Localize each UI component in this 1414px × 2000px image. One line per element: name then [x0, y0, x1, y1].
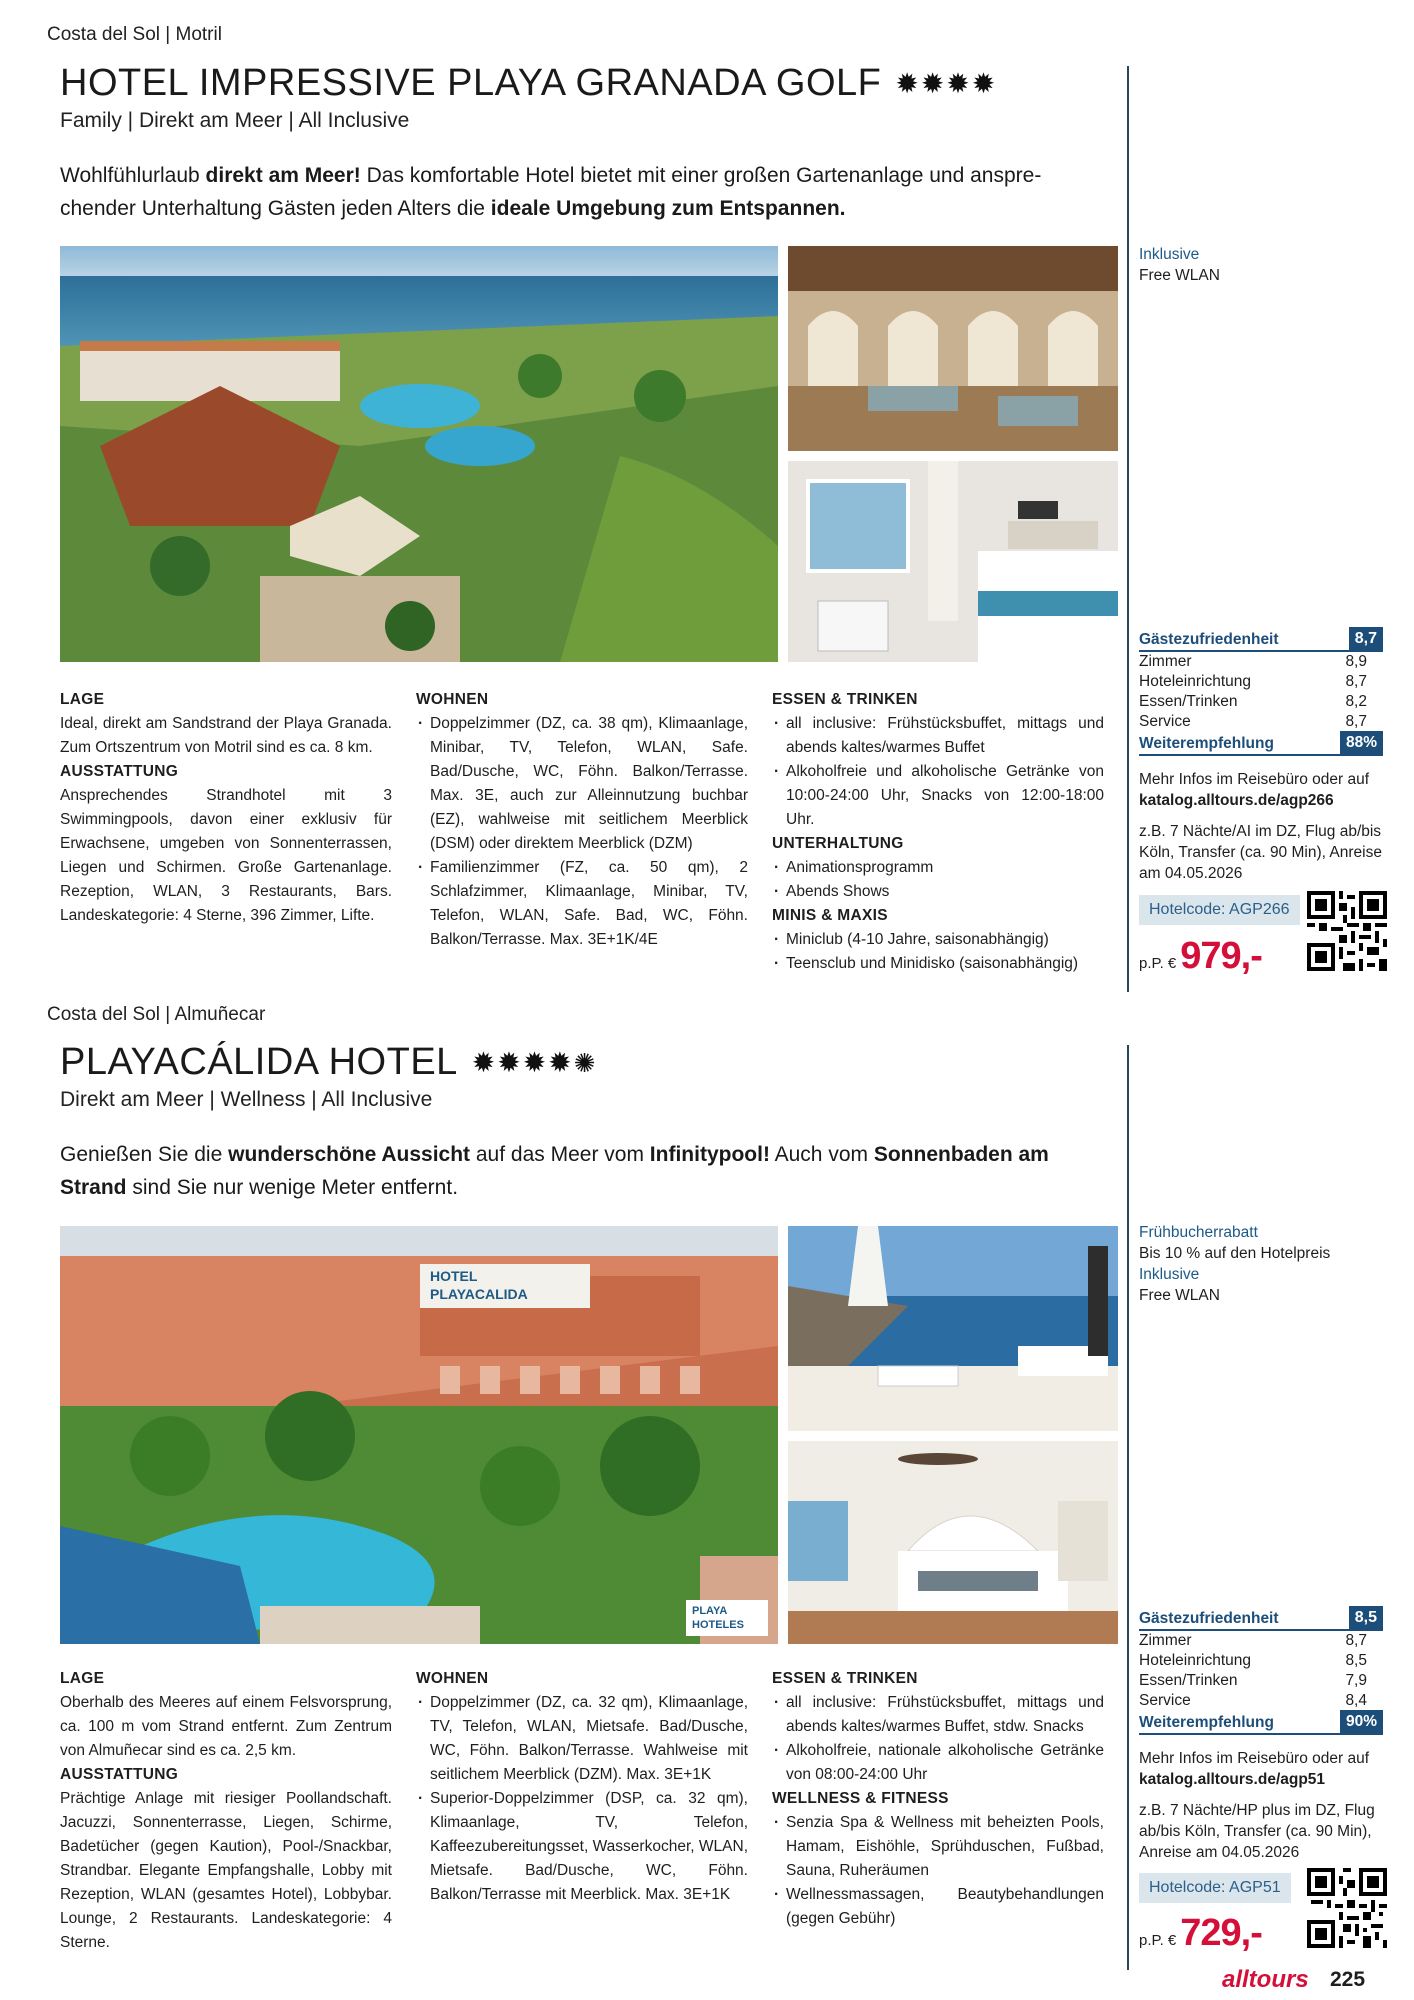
wohnen-column-1 [416, 688, 748, 952]
list-item: · Abends Shows [772, 880, 1104, 904]
rating-row-value: 8,5 [1345, 1652, 1367, 1669]
list-item: · Senzia Spa & Wellness mit beheizten Pools, Hamam, Eishöhle, Sprühduschen, Fußbad, Sauna, Ruheräumen [772, 1811, 1104, 1883]
star-rating-2: ✹✹✹✹✺ [471, 1047, 598, 1078]
hotel-photo-main-1 [60, 246, 778, 662]
rating-row-value: 8,7 [1345, 713, 1367, 730]
ausstattung-text: Ansprechendes Strandhotel mit 3 Swimmingpools, davon einer exklusiv für Erwachsene, umgeben von Sonnenterrassen, Liegen und Schirmen. Große Gartenanlage. Rezeption, WLAN, 3 Restaurants, Bars. Landeskategorie: 4 Sterne, 396 Zimmer, Lifte. [60, 787, 392, 924]
list-item: · Miniclub (4-10 Jahre, saisonabhängig) [772, 928, 1104, 952]
hotelcode-badge-1: Hotelcode: AGP266 [1139, 895, 1300, 925]
guest-rating-box-2 [1139, 1605, 1383, 1735]
more-info-link[interactable]: katalog.alltours.de/agp266 [1139, 792, 1334, 809]
inclusion-text: Free WLAN [1139, 1287, 1220, 1304]
section-heading-lage: LAGE [60, 691, 105, 708]
lage-ausstattung-column-1 [60, 688, 392, 928]
qr-code-icon[interactable] [1307, 891, 1387, 971]
hotel-title-2: PLAYACÁLIDA HOTEL [60, 1041, 458, 1083]
more-info-text: Mehr Infos im Reisebüro oder auf [1139, 1750, 1370, 1767]
playa-hoteles-logo: PLAYA HOTELES [686, 1600, 768, 1636]
section-heading-unterhaltung: UNTERHALTUNG [772, 835, 904, 852]
inclusion-text: Bis 10 % auf den Hotelpreis [1139, 1245, 1331, 1262]
hotel-title-row-1 [60, 62, 997, 105]
hotel-photo-terrace-2 [788, 1226, 1118, 1431]
price-example-1: z.B. 7 Nächte/AI im DZ, Flug ab/bis Köln, Transfer (ca. 90 Min), Anreise am 04.05.2026 [1139, 823, 1382, 882]
lage-text: Oberhalb des Meeres auf einem Felsvorsprung, ca. 100 m vom Strand entfernt. Zum Zentrum von Almuñecar sind es ca. 2,5 km. [60, 1694, 392, 1759]
wohnen-column-2 [416, 1667, 748, 1907]
list-item: · Superior-Doppelzimmer (DSP, ca. 32 qm), Klimaanlage, TV, Telefon, Kaffeezubereitungsset, Wasserkocher, WLAN, Mietsafe. Bad/Dusche, WC, Föhn. Balkon/Terrasse mit Meerblick. Max. 3E+1K [416, 1787, 748, 1907]
recommendation-badge: 90% [1340, 1710, 1383, 1733]
section-heading-wohnen: WOHNEN [416, 691, 489, 708]
list-item: · Alkoholfreie und alkoholische Getränke von 10:00-24:00 Uhr, Snacks von 12:00-18:00 Uhr. [772, 760, 1104, 832]
sidebar-inclusions-1 [1139, 244, 1389, 286]
section-heading-wellness: WELLNESS & FITNESS [772, 1790, 949, 1807]
list-item: · Doppelzimmer (DZ, ca. 32 qm), Klimaanlage, TV, Telefon, WLAN, Mietsafe. Bad/Dusche, WC, Föhn. Balkon/Terrasse. Wahlweise mit seitlichem Meerblick (DZM). Max. 3E+1K [416, 1691, 748, 1787]
rating-row-name: Essen/Trinken [1139, 693, 1238, 710]
hotel-subtitle-2: Direkt am Meer | Wellness | All Inclusive [60, 1088, 433, 1111]
rating-row-name: Hoteleinrichtung [1139, 673, 1252, 690]
recommendation-badge: 88% [1340, 731, 1383, 754]
lage-text: Ideal, direkt am Sandstrand der Playa Granada. Zum Ortszentrum von Motril sind es ca. 8 km. [60, 715, 392, 756]
price-row-1 [1139, 935, 1262, 978]
rating-label: Gästezufriedenheit [1139, 1610, 1279, 1627]
hotelcode-badge-2: Hotelcode: AGP51 [1139, 1873, 1291, 1903]
section-heading-lage: LAGE [60, 1670, 105, 1687]
hotel-intro-1: Wohlfühlurlaub direkt am Meer! Das komfortable Hotel bietet mit einer großen Gartenanlage und anspre-chender Unterhaltung Gästen jeden Alters die ideale Umgebung zum Entspannen. [60, 164, 1042, 220]
qr-code-icon[interactable] [1307, 1868, 1387, 1948]
more-info-2 [1139, 1748, 1389, 1790]
rating-score-badge: 8,7 [1349, 627, 1383, 650]
essen-column-2 [772, 1667, 1104, 1931]
alltours-logo: alltours [1222, 1966, 1309, 1993]
more-info-text: Mehr Infos im Reisebüro oder auf [1139, 771, 1370, 788]
star-rating-1: ✹✹✹✹ [895, 68, 998, 99]
rating-row-name: Service [1139, 1692, 1191, 1709]
list-item: · Doppelzimmer (DZ, ca. 38 qm), Klimaanlage, Minibar, TV, Telefon, WLAN, Safe. Bad/Dusche, WC, Föhn. Balkon/Terrasse. Max. 3E, auch zur Alleinnutzung buchbar (EZ), wahlweise mit seitlichem Meerblick (DSM) oder direktem Meerblick (DZM) [416, 712, 748, 856]
section-heading-ausstattung: AUSSTATTUNG [60, 763, 179, 780]
rating-row-name: Zimmer [1139, 1632, 1192, 1649]
rating-row-value: 8,2 [1345, 693, 1367, 710]
list-item: · Familienzimmer (FZ, ca. 50 qm), 2 Schlafzimmer, Klimaanlage, Minibar, TV, Telefon, WLAN, Safe. Bad, WC, Föhn. Balkon/Terrasse. Max. 3E+1K/4E [416, 856, 748, 952]
hotel-photo-room-2 [788, 1441, 1118, 1644]
rating-row-value: 8,7 [1345, 1632, 1367, 1649]
guest-rating-box-1 [1139, 626, 1383, 756]
price-per-person-label: p.P. € [1139, 955, 1177, 972]
region-label-1: Costa del Sol | Motril [47, 24, 222, 45]
price-value-2: 729,- [1180, 1912, 1262, 1954]
hotel-photo-main-2 [60, 1226, 778, 1644]
price-value-1: 979,- [1180, 935, 1262, 977]
section-heading-wohnen: WOHNEN [416, 1670, 489, 1687]
rating-row-value: 7,9 [1345, 1672, 1367, 1689]
lage-ausstattung-column-2 [60, 1667, 392, 1955]
more-info-link[interactable]: katalog.alltours.de/agp51 [1139, 1771, 1326, 1788]
section-heading-essen: ESSEN & TRINKEN [772, 1670, 918, 1687]
inclusion-label: Inklusive [1139, 246, 1200, 263]
hotel-title-row-2 [60, 1041, 597, 1084]
section-heading-minis: MINIS & MAXIS [772, 907, 888, 924]
rating-score-badge: 8,5 [1349, 1606, 1383, 1629]
list-item: · Teensclub und Minidisko (saisonabhängig) [772, 952, 1104, 976]
rating-row-name: Essen/Trinken [1139, 1672, 1238, 1689]
hotel-subtitle-1: Family | Direkt am Meer | All Inclusive [60, 109, 410, 132]
rating-row-value: 8,4 [1345, 1692, 1367, 1709]
sidebar-divider-2 [1127, 1045, 1129, 1970]
rating-row-value: 8,7 [1345, 673, 1367, 690]
rating-row-name: Zimmer [1139, 653, 1192, 670]
rating-row-name: Hoteleinrichtung [1139, 1652, 1252, 1669]
price-row-2 [1139, 1912, 1262, 1955]
rating-label: Gästezufriedenheit [1139, 631, 1279, 648]
inclusion-text: Free WLAN [1139, 267, 1220, 284]
ausstattung-text: Prächtige Anlage mit riesiger Poollandschaft. Jacuzzi, Sonnenterrasse, Liegen, Schirme, Badetücher (gegen Kaution), Pool-/Snackbar, Strandbar. Elegante Empfangshalle, Lobby mit Rezeption, WLAN (gesamtes Hotel), Lobbybar. Lounge, 2 Restaurants. Landeskategorie: 4 Sterne. [60, 1790, 392, 1951]
section-heading-essen: ESSEN & TRINKEN [772, 691, 918, 708]
sidebar-divider-1 [1127, 66, 1129, 992]
more-info-1 [1139, 769, 1389, 811]
rating-row-value: 8,9 [1345, 653, 1367, 670]
list-item: · Alkoholfreie, nationale alkoholische Getränke von 08:00-24:00 Uhr [772, 1739, 1104, 1787]
hotel-title-1: HOTEL IMPRESSIVE PLAYA GRANADA GOLF [60, 62, 882, 104]
hotel-intro-2: Genießen Sie die wunderschöne Aussicht auf das Meer vom Infinitypool! Auch vom Sonnenbaden am Strand sind Sie nur wenige Meter entfernt. [60, 1143, 1049, 1199]
inclusion-label: Inklusive [1139, 1266, 1200, 1283]
list-item: · Animationsprogramm [772, 856, 1104, 880]
inclusion-label: Frühbucherrabatt [1139, 1224, 1258, 1241]
hotel-sign: HOTEL PLAYACALIDA [420, 1264, 590, 1308]
list-item: · Wellnessmassagen, Beautybehandlungen (gegen Gebühr) [772, 1883, 1104, 1931]
price-example-2: z.B. 7 Nächte/HP plus im DZ, Flug ab/bis Köln, Transfer (ca. 90 Min), Anreise am 04.05.2026 [1139, 1802, 1375, 1861]
list-item: · all inclusive: Frühstücksbuffet, mittags und abends kaltes/warmes Buffet [772, 712, 1104, 760]
page-number: 225 [1330, 1968, 1366, 1991]
rating-row-name: Service [1139, 713, 1191, 730]
section-heading-ausstattung: AUSSTATTUNG [60, 1766, 179, 1783]
recommendation-label: Weiterempfehlung [1139, 1714, 1274, 1731]
hotel-photo-lobby-1 [788, 246, 1118, 451]
hotel-photo-room-1 [788, 461, 1118, 662]
recommendation-label: Weiterempfehlung [1139, 735, 1274, 752]
list-item: · all inclusive: Frühstücksbuffet, mittags und abends kaltes/warmes Buffet, stdw. Snacks [772, 1691, 1104, 1739]
sidebar-inclusions-2 [1139, 1222, 1389, 1306]
half-star-icon: ✺ [573, 1048, 598, 1078]
region-label-2: Costa del Sol | Almuñecar [47, 1004, 266, 1025]
price-per-person-label: p.P. € [1139, 1932, 1177, 1949]
essen-column-1 [772, 688, 1104, 976]
